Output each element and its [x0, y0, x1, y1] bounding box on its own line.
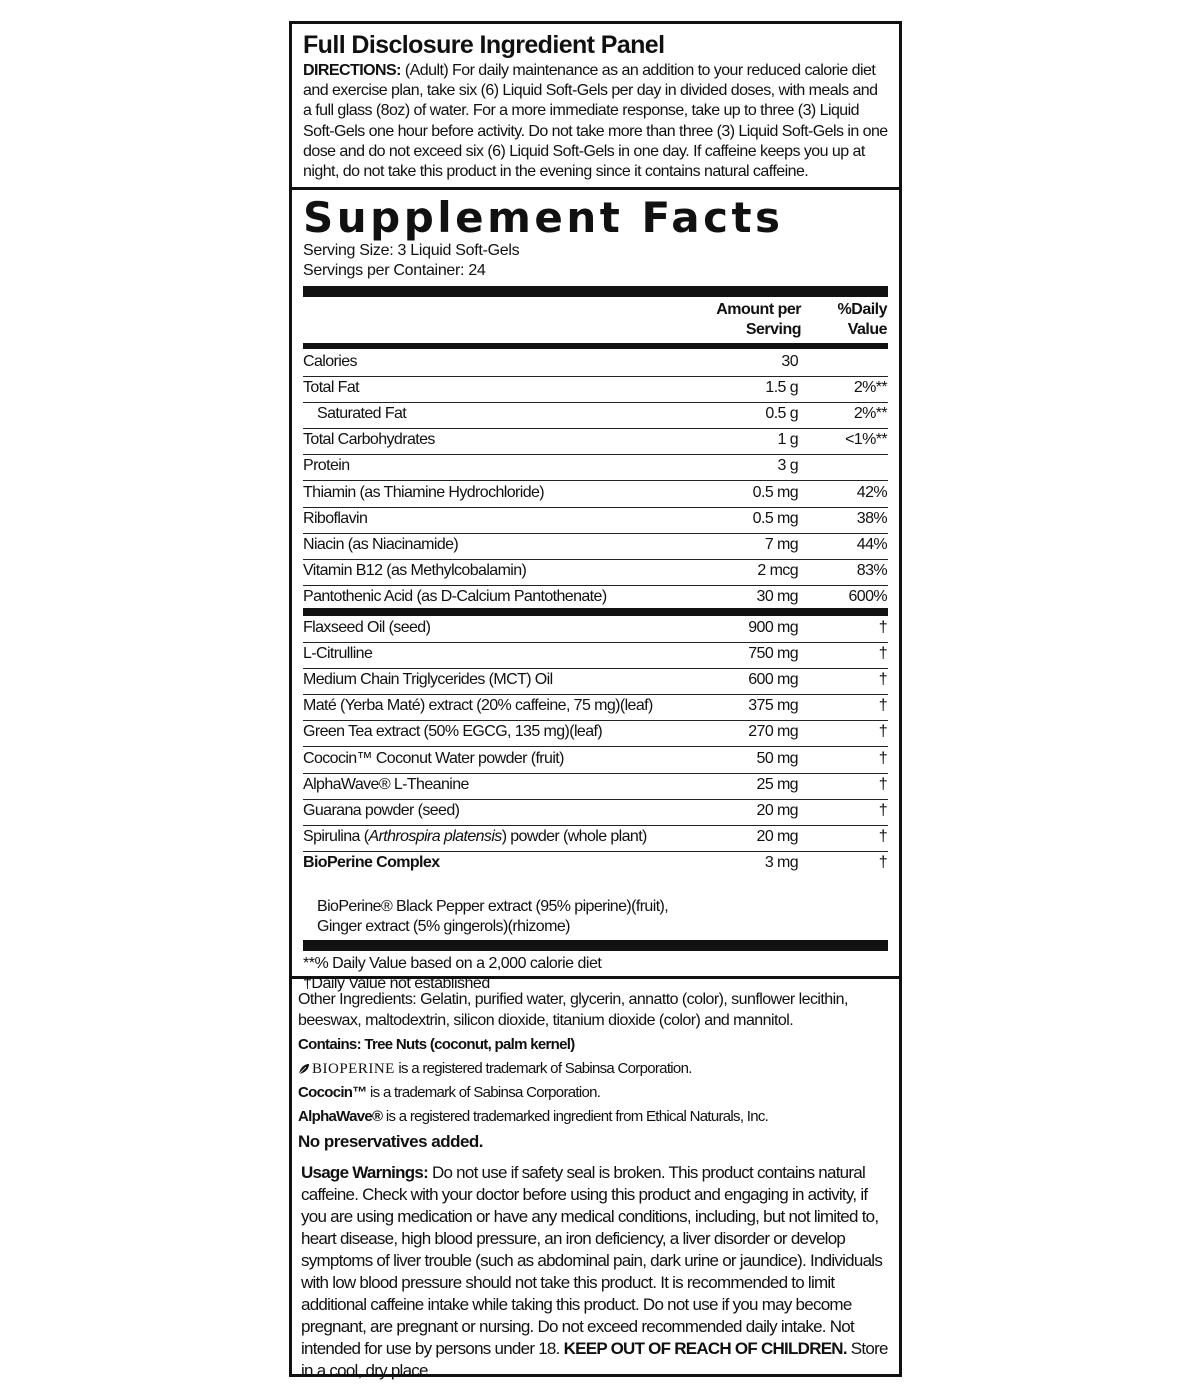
bioperine-trademark-text: is a registered trademark of Sabinsa Corporation. [398, 1060, 692, 1077]
row-amount: 3 g [777, 457, 798, 475]
bioperine-complex-name: BioPerine Complex [303, 854, 440, 871]
row-name: Guarana powder (seed) [303, 801, 460, 819]
row-daily-value: 44% [856, 535, 887, 553]
table-row [303, 642, 888, 669]
row-daily-value: † [878, 749, 887, 767]
spirulina-name-post: ) powder (whole plant) [501, 828, 647, 845]
cococin-trademark-text: is a trademark of Sabinsa Corporation. [370, 1084, 601, 1101]
usage-warnings-label: Usage Warnings: [301, 1163, 428, 1182]
ingredient-amount: 20 mg [756, 828, 798, 845]
row-name: Vitamin B12 (as Methylcobalamin) [303, 561, 527, 579]
supplement-facts-title: Supplement Facts [303, 193, 784, 242]
directions-label: DIRECTIONS: [303, 62, 401, 79]
row-name: Saturated Fat [317, 405, 407, 423]
serving-size: Serving Size: 3 Liquid Soft-Gels [303, 242, 520, 259]
keep-out-of-reach: KEEP OUT OF REACH OF CHILDREN. [563, 1339, 847, 1358]
bioperine-sub-1: BioPerine® Black Pepper extract (95% piperine)(fruit), [317, 898, 669, 915]
row-amount: 7 mg [764, 535, 798, 553]
row-daily-value: 83% [856, 561, 887, 579]
table-row [303, 747, 888, 774]
row-daily-value: † [878, 697, 887, 715]
ingredient-name [303, 828, 647, 846]
table-row [303, 481, 888, 508]
row-name: Cococin™ Coconut Water powder (fruit) [303, 749, 564, 767]
row-daily-value: † [878, 775, 887, 793]
row-daily-value: † [878, 671, 887, 689]
table-row [303, 825, 888, 852]
footnote-not-established: †Daily Value not established [303, 975, 490, 992]
alphawave-trademark-line [298, 1107, 893, 1127]
row-amount: 1.5 g [765, 379, 798, 397]
table-row [303, 668, 888, 695]
row-amount: 375 mg [748, 697, 798, 715]
row-daily-value: † [878, 723, 887, 741]
row-amount: 600 mg [748, 671, 798, 689]
alphawave-trademark-text: is a registered trademarked ingredient from Ethical Naturals, Inc. [385, 1108, 769, 1125]
row-amount: 30 [781, 353, 798, 370]
column-header-amount-line1: Amount per [716, 301, 801, 318]
row-name: Pantothenic Acid (as D-Calcium Pantothenate) [303, 587, 607, 605]
thick-bar-middle [303, 608, 888, 616]
bioperine-sub-2: Ginger extract (5% gingerols)(rhizome) [317, 918, 570, 935]
contains-value: Tree Nuts (coconut, palm kernel) [364, 1036, 575, 1053]
table-row [303, 585, 888, 611]
table-row [303, 376, 888, 403]
row-daily-value: 600% [848, 587, 887, 605]
spirulina-name-italic: Arthrospira platensis [368, 828, 502, 845]
column-header-amount [716, 300, 801, 340]
row-name: Calories [303, 353, 357, 370]
table-row [303, 559, 888, 586]
row-name: AlphaWave® L-Theanine [303, 775, 469, 793]
storage-text: Store in a cool, dry place. [301, 1339, 888, 1380]
row-amount: 2 mcg [757, 561, 798, 579]
row-amount: 50 mg [756, 749, 798, 767]
row-amount: 0.5 mg [752, 483, 798, 501]
row-name: Total Fat [303, 379, 359, 397]
supplement-facts-section [292, 190, 899, 992]
table-row [303, 773, 888, 800]
row-daily-value: 2%** [853, 379, 887, 397]
usage-warnings [298, 1162, 893, 1382]
other-info-section [292, 979, 899, 1380]
directions-body: (Adult) For daily maintenance as an addition to your reduced calorie diet and exercise plan, take six (6) Liquid Soft-Gels per day in divided doses, with meals and a full glass (8oz) of water. For a more immediate response, take up to three (3) Liquid Soft-Gels one hour before activity. Do not take more than three (3) Liquid Soft-Gels in one dose and do not exceed six (6) Liquid Soft-Gels in one day. If caffeine keeps you up at night, do not take this product in the evening since it contains natural caffeine. [303, 62, 888, 181]
contains-line [298, 1035, 893, 1055]
table-row [303, 720, 888, 747]
row-name: Green Tea extract (50% EGCG, 135 mg)(leaf) [303, 723, 603, 741]
thick-bar-bottom [303, 940, 888, 951]
column-header-dv [838, 300, 887, 340]
row-name: Protein [303, 457, 350, 475]
table-row [303, 694, 888, 721]
servings-per-container: Servings per Container: 24 [303, 262, 486, 279]
contains-label: Contains: [298, 1036, 361, 1053]
row-name: Flaxseed Oil (seed) [303, 619, 431, 636]
column-header-dv-line1: %Daily [837, 301, 887, 318]
row-name: Niacin (as Niacinamide) [303, 535, 459, 553]
row-name: Total Carbohydrates [303, 431, 435, 449]
panel-title: Full Disclosure Ingredient Panel [303, 31, 665, 59]
alphawave-mark: AlphaWave® [298, 1108, 383, 1125]
other-ingredients: Other Ingredients: Gelatin, purified water, glycerin, annatto (color), sunflower lecithin, beeswax, maltodextrin, silicon dioxide, titanium dioxide (color) and mannitol. [298, 991, 848, 1029]
table-row [303, 454, 888, 481]
thick-bar-header [303, 343, 888, 349]
row-amount: 270 mg [748, 723, 798, 741]
column-header-amount-line2: Serving [745, 321, 801, 338]
cococin-trademark-line [298, 1083, 893, 1103]
row-amount: 1 g [777, 431, 798, 449]
usage-warnings-text: Do not use if safety seal is broken. This product contains natural caffeine. Check with your doctor before using this product and engaging in activity, if you are using medication or have any medical conditions, including, but not limited to, heart disease, high blood pressure, an iron deficiency, a liver disorder or develop symptoms of liver trouble (such as abdominal pain, dark urine or jaundice). Individuals with low blood pressure should not take this product. It is recommended to limit additional caffeine intake while taking this product. Do not use if you may become pregnant, are pregnant or nursing. Do not exceed recommended daily intake. Not intended for use by persons under 18. [301, 1163, 883, 1358]
bioperine-complex-amount: 3 mg [764, 854, 798, 871]
row-daily-value: <1%** [845, 431, 887, 449]
row-daily-value: † [878, 645, 887, 663]
table-row-bioperine [303, 851, 888, 877]
row-name: Medium Chain Triglycerides (MCT) Oil [303, 671, 553, 689]
table-row [303, 533, 888, 560]
directions-section [292, 24, 899, 190]
row-amount: 0.5 mg [752, 509, 798, 527]
row-daily-value: 2%** [853, 405, 887, 423]
row-daily-value: † [878, 619, 887, 636]
row-amount: 900 mg [748, 619, 798, 636]
row-name: Riboflavin [303, 509, 368, 527]
cococin-mark: Cococin™ [298, 1084, 367, 1101]
table-row [303, 428, 888, 455]
table-row [303, 402, 888, 429]
directions-text [303, 61, 888, 182]
bioperine-trademark-line [298, 1059, 893, 1079]
leaf-icon [298, 1063, 310, 1075]
spirulina-name-pre: Spirulina ( [303, 828, 369, 845]
no-preservatives: No preservatives added. [298, 1132, 484, 1151]
row-name: Maté (Yerba Maté) extract (20% caffeine, 75 mg)(leaf) [303, 697, 653, 715]
row-amount: 0.5 g [765, 405, 798, 423]
ingredient-dv: † [878, 828, 887, 845]
row-daily-value: 38% [856, 509, 887, 527]
row-amount: 25 mg [756, 775, 798, 793]
table-row [303, 616, 888, 643]
bioperine-complex-dv: † [878, 854, 887, 871]
row-daily-value: 42% [856, 483, 887, 501]
footnote-daily-value: **% Daily Value based on a 2,000 calorie diet [303, 955, 602, 972]
column-header-dv-line2: Value [847, 321, 887, 338]
thick-bar-top [303, 286, 888, 297]
row-amount: 750 mg [748, 645, 798, 663]
row-daily-value: † [878, 801, 887, 819]
table-row [303, 799, 888, 826]
row-amount: 30 mg [756, 587, 798, 605]
row-amount: 20 mg [756, 801, 798, 819]
row-name: Thiamin (as Thiamine Hydrochloride) [303, 483, 545, 501]
table-row [303, 350, 888, 377]
row-name: L-Citrulline [303, 645, 373, 663]
table-row [303, 507, 888, 534]
supplement-label [289, 21, 902, 1380]
bioperine-mark: BIOPERINE [312, 1061, 395, 1077]
